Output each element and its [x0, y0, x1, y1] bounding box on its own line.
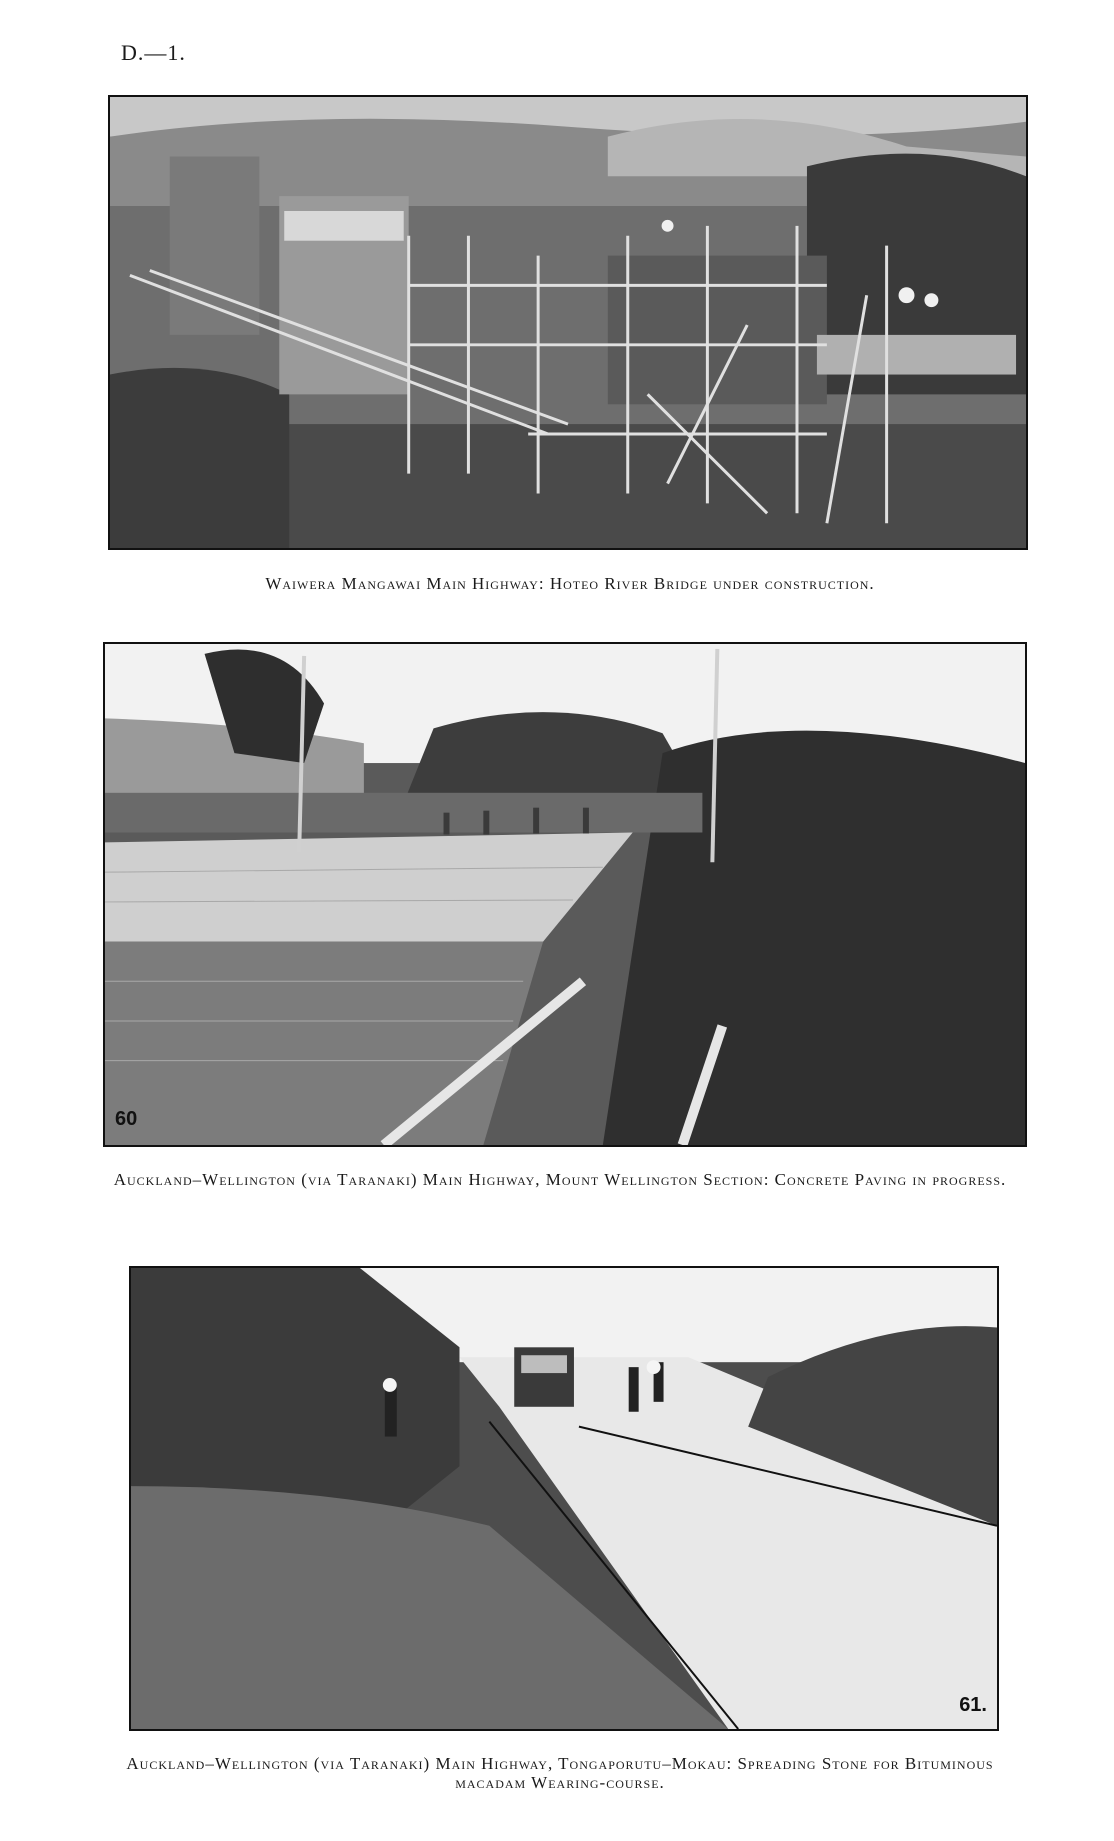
photo-bridge-construction [108, 95, 1028, 550]
plate-number-60: 60 [115, 1108, 138, 1130]
photo-concrete-paving [103, 642, 1027, 1147]
page-reference: D.—1. [121, 40, 186, 65]
photo-concrete-paving-image [105, 644, 1025, 1145]
caption-bridge-construction: Waiwera Mangawai Main Highway: Hoteo River Bridge under construction. [265, 574, 875, 593]
photo-spreading-stone-image [131, 1268, 997, 1729]
photo-spreading-stone [129, 1266, 999, 1731]
plate-number-61: 61. [959, 1694, 987, 1716]
caption-concrete-paving: Auckland–Wellington (via Taranaki) Main Highway, Mount Wellington Section: Concrete Paving in progress. [113, 1170, 1007, 1189]
photo-bridge-construction-image [110, 97, 1026, 548]
caption-spreading-stone: Auckland–Wellington (via Taranaki) Main Highway, Tongaporutu–Mokau: Spreading Stone for Bituminous macadam Wearing-course. [126, 1754, 994, 1792]
